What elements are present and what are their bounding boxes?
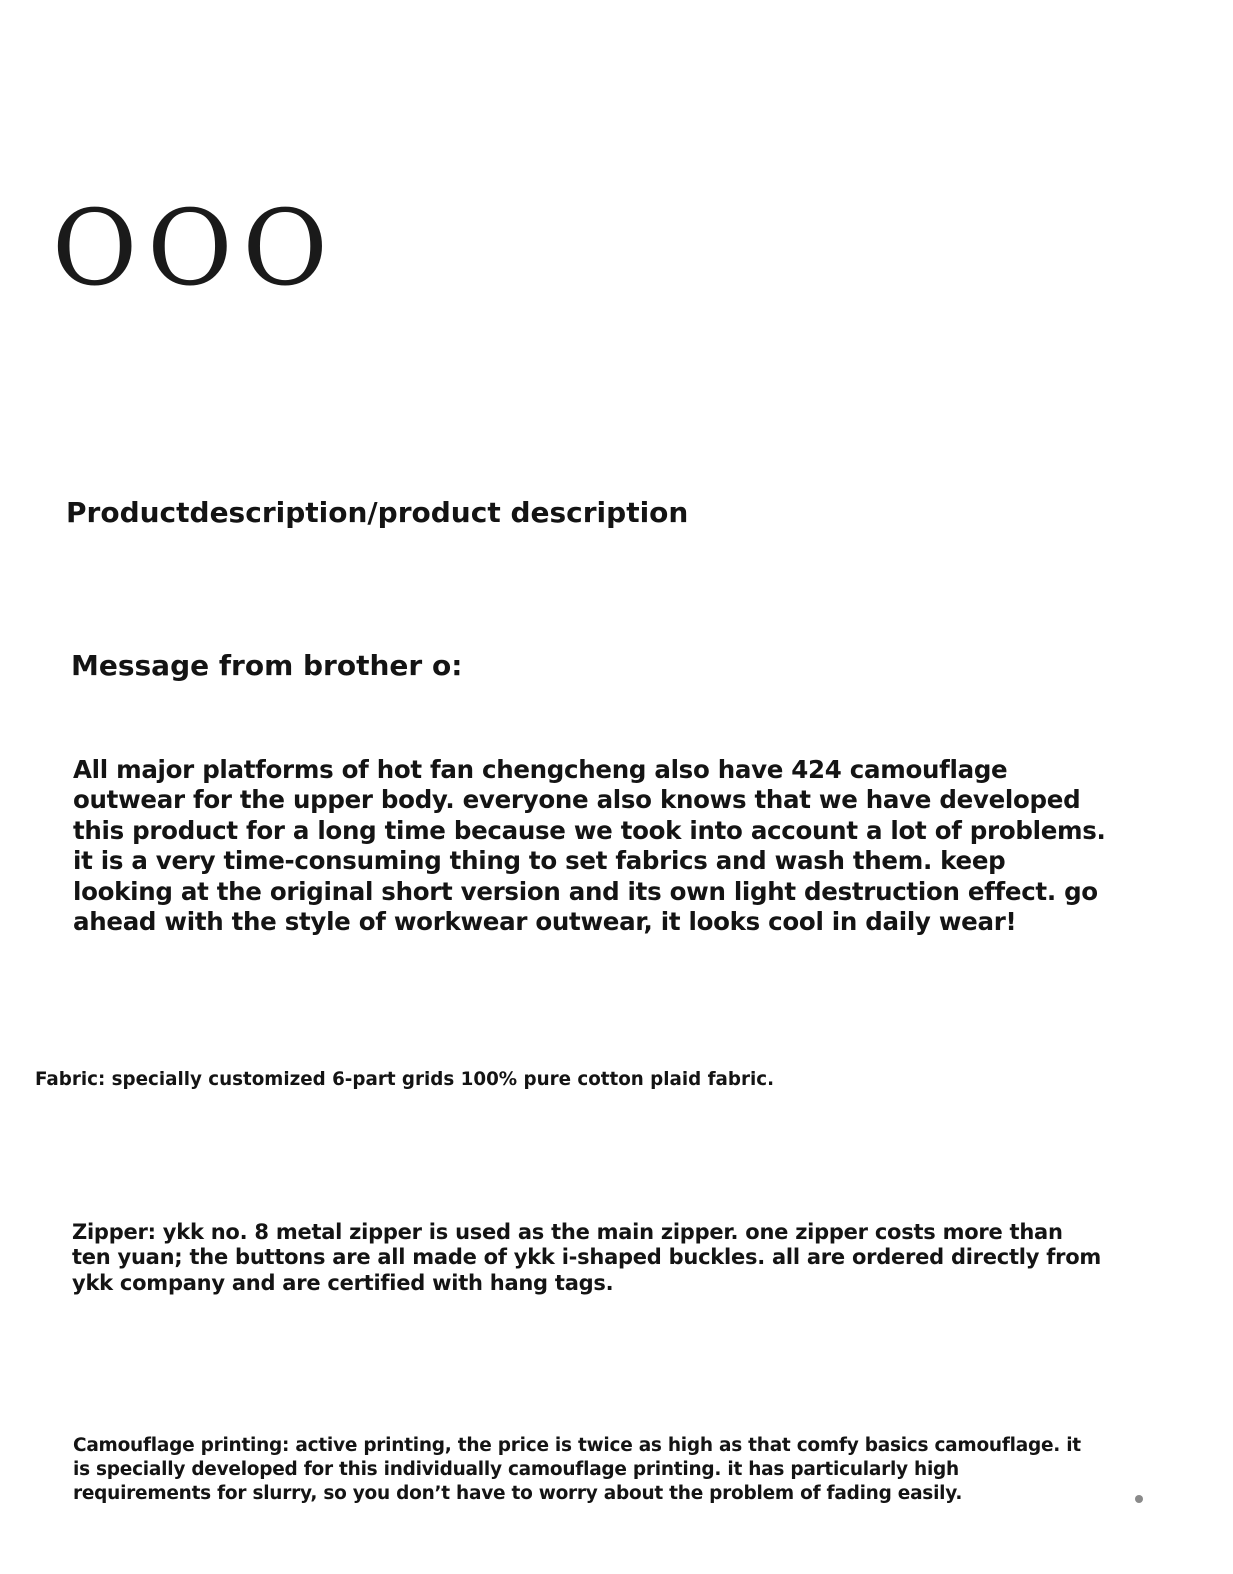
- message-body: All major platforms of hot fan chengcheng also have 424 camouflage outwear for the upper body. everyone also knows that we have developed this product for a long time because we took into account a lot of problems. it is a very time-consuming thing to set fabrics and wash them. keep looking at the original short version and its own light destruction effect. go ahead with the style of workwear outwear, it looks cool in daily wear!: [73, 755, 1106, 937]
- fabric-detail: Fabric: specially customized 6-part grids 100% pure cotton plaid fabric.: [35, 1069, 775, 1090]
- brand-logo: OOO: [52, 187, 338, 309]
- message-heading: Message from brother o:: [71, 649, 463, 682]
- product-description-heading: Productdescription/product description: [66, 496, 689, 529]
- corner-dot-decoration: [1135, 1495, 1143, 1503]
- camouflage-printing-detail: Camouflage printing: active printing, the price is twice as high as that comfy basics camouflage. it is specially developed for this individually camouflage printing. it has particularly high requirements for slurry, so you don’t have to worry about the problem of fading easily.: [73, 1435, 1081, 1504]
- zipper-detail: Zipper: ykk no. 8 metal zipper is used as the main zipper. one zipper costs more than ten yuan; the buttons are all made of ykk i-shaped buckles. all are ordered directly from ykk company and are certified with hang tags.: [72, 1220, 1102, 1295]
